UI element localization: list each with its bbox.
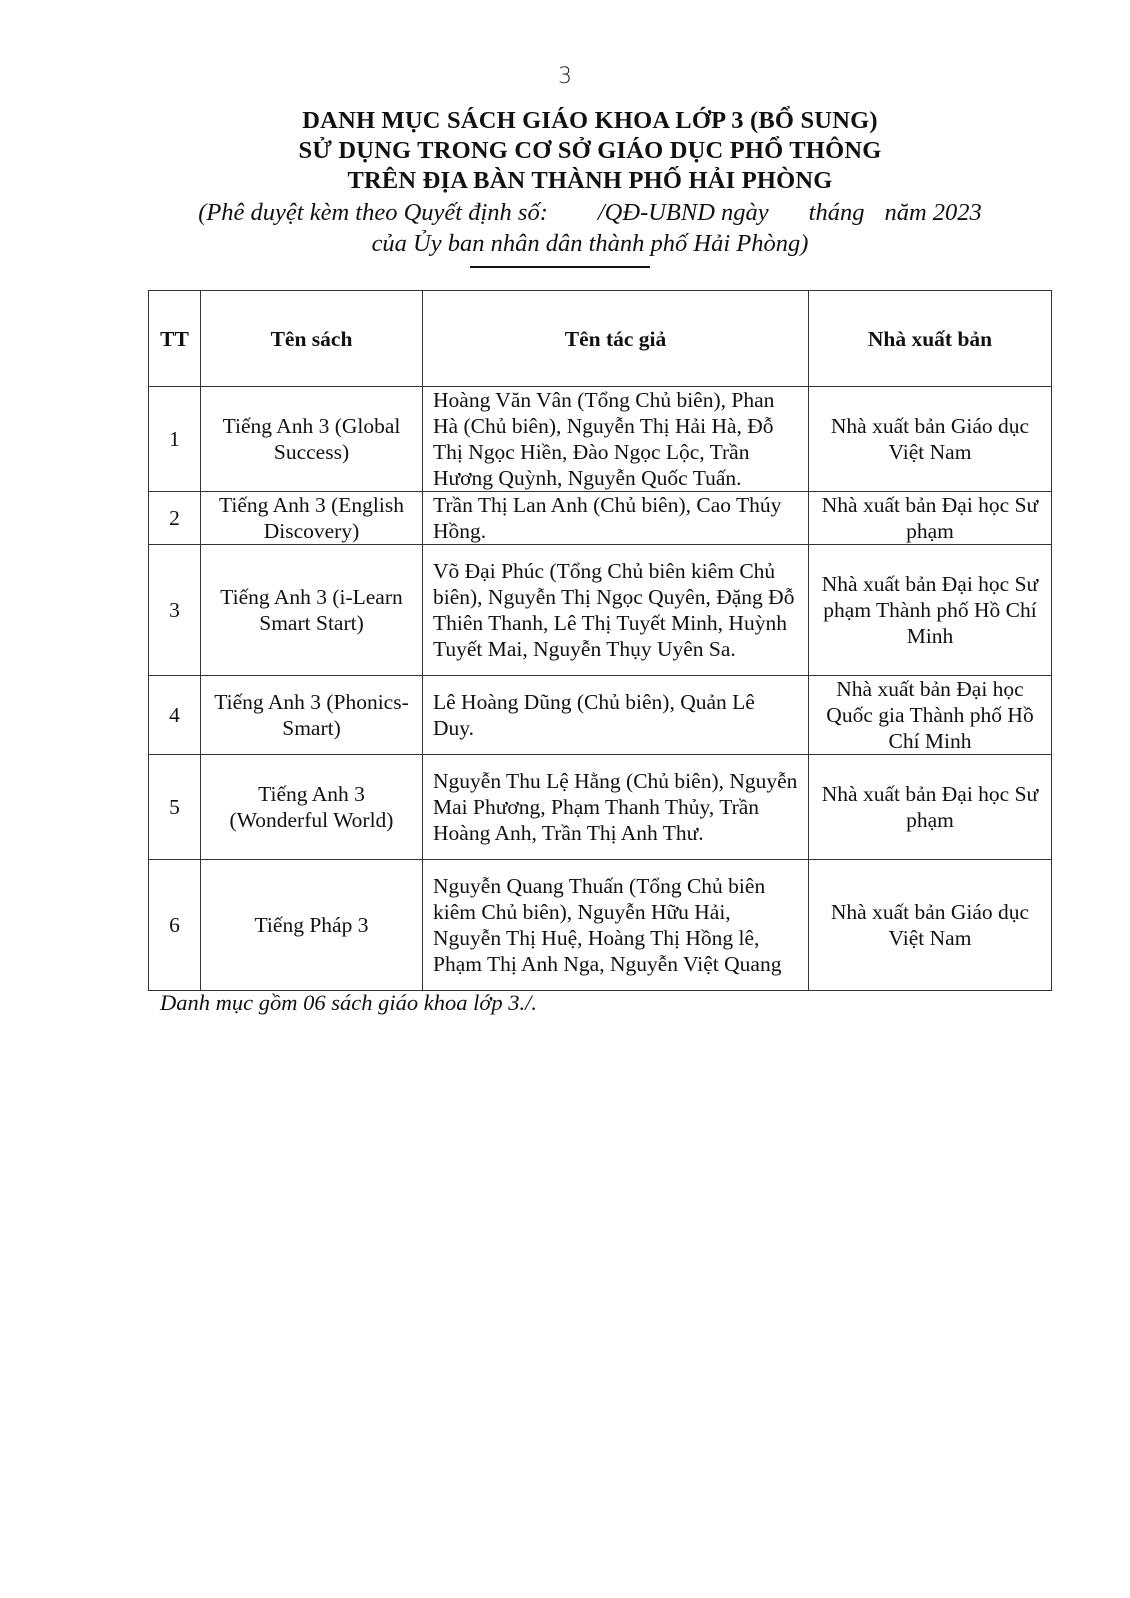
- author-names: Lê Hoàng Dũng (Chủ biên), Quản Lê Duy.: [423, 676, 809, 755]
- document-subtitle: [0, 197, 1130, 259]
- header-tt: TT: [149, 291, 201, 387]
- author-names: Nguyễn Quang Thuấn (Tổng Chủ biên kiêm Chủ biên), Nguyễn Hữu Hải, Nguyễn Thị Huệ, Hoàng Thị Hồng lê, Phạm Thị Anh Nga, Nguyễn Việt Quang: [423, 860, 809, 991]
- subtitle-decision-code: /QĐ-UBND ngày: [597, 199, 769, 226]
- row-number: 2: [149, 492, 201, 545]
- header-publisher: Nhà xuất bản: [809, 291, 1052, 387]
- publisher-name: Nhà xuất bản Đại học Quốc gia Thành phố Hồ Chí Minh: [809, 676, 1052, 755]
- subtitle-month: tháng: [808, 199, 865, 226]
- textbook-table: [148, 290, 1052, 991]
- row-number: 6: [149, 860, 201, 991]
- publisher-name: Nhà xuất bản Giáo dục Việt Nam: [809, 860, 1052, 991]
- book-name: Tiếng Anh 3 (Wonderful World): [201, 755, 423, 860]
- title-line-3: TRÊN ĐỊA BÀN THÀNH PHỐ HẢI PHÒNG: [347, 167, 833, 194]
- table-row: [149, 387, 1052, 492]
- book-name: Tiếng Anh 3 (English Discovery): [201, 492, 423, 545]
- subtitle-line-2: của Ủy ban nhân dân thành phố Hải Phòng): [371, 230, 809, 257]
- title-divider: [470, 266, 650, 268]
- row-number: 5: [149, 755, 201, 860]
- subtitle-line-1: [0, 197, 1130, 228]
- row-number: 4: [149, 676, 201, 755]
- subtitle-decision-label: (Phê duyệt kèm theo Quyết định số:: [198, 199, 548, 226]
- title-line-1: DANH MỤC SÁCH GIÁO KHOA LỚP 3 (BỔ SUNG): [302, 107, 878, 134]
- publisher-name: Nhà xuất bản Đại học Sư phạm: [809, 492, 1052, 545]
- table-row: [149, 492, 1052, 545]
- subtitle-year: năm 2023: [884, 199, 982, 226]
- publisher-name: Nhà xuất bản Đại học Sư phạm: [809, 755, 1052, 860]
- publisher-name: Nhà xuất bản Đại học Sư phạm Thành phố Hồ Chí Minh: [809, 545, 1052, 676]
- table-header-row: [149, 291, 1052, 387]
- book-name: Tiếng Pháp 3: [201, 860, 423, 991]
- book-name: Tiếng Anh 3 (i-Learn Smart Start): [201, 545, 423, 676]
- author-names: Trần Thị Lan Anh (Chủ biên), Cao Thúy Hồng.: [423, 492, 809, 545]
- page-number: 3: [558, 64, 572, 89]
- book-name: Tiếng Anh 3 (Phonics- Smart): [201, 676, 423, 755]
- author-names: Hoàng Văn Vân (Tổng Chủ biên), Phan Hà (Chủ biên), Nguyễn Thị Hải Hà, Đỗ Thị Ngọc Hiền, Đào Ngọc Lộc, Trần Hương Quỳnh, Nguyễn Quốc Tuấn.: [423, 387, 809, 492]
- author-names: Võ Đại Phúc (Tổng Chủ biên kiêm Chủ biên), Nguyễn Thị Ngọc Quyên, Đặng Đỗ Thiên Thanh, Lê Thị Tuyết Minh, Huỳnh Tuyết Mai, Nguyễn Thụy Uyên Sa.: [423, 545, 809, 676]
- table-row: [149, 545, 1052, 676]
- header-book-name: Tên sách: [201, 291, 423, 387]
- row-number: 3: [149, 545, 201, 676]
- footer-note: Danh mục gồm 06 sách giáo khoa lớp 3./.: [160, 990, 537, 1015]
- row-number: 1: [149, 387, 201, 492]
- title-line-2: SỬ DỤNG TRONG CƠ SỞ GIÁO DỤC PHỔ THÔNG: [298, 137, 882, 164]
- author-names: Nguyễn Thu Lệ Hằng (Chủ biên), Nguyễn Mai Phương, Phạm Thanh Thủy, Trần Hoàng Anh, Trần Thị Anh Thư.: [423, 755, 809, 860]
- book-name: Tiếng Anh 3 (Global Success): [201, 387, 423, 492]
- header-author: Tên tác giả: [423, 291, 809, 387]
- table-row: [149, 755, 1052, 860]
- table-row: [149, 860, 1052, 991]
- table-row: [149, 676, 1052, 755]
- document-title: [0, 106, 1130, 196]
- publisher-name: Nhà xuất bản Giáo dục Việt Nam: [809, 387, 1052, 492]
